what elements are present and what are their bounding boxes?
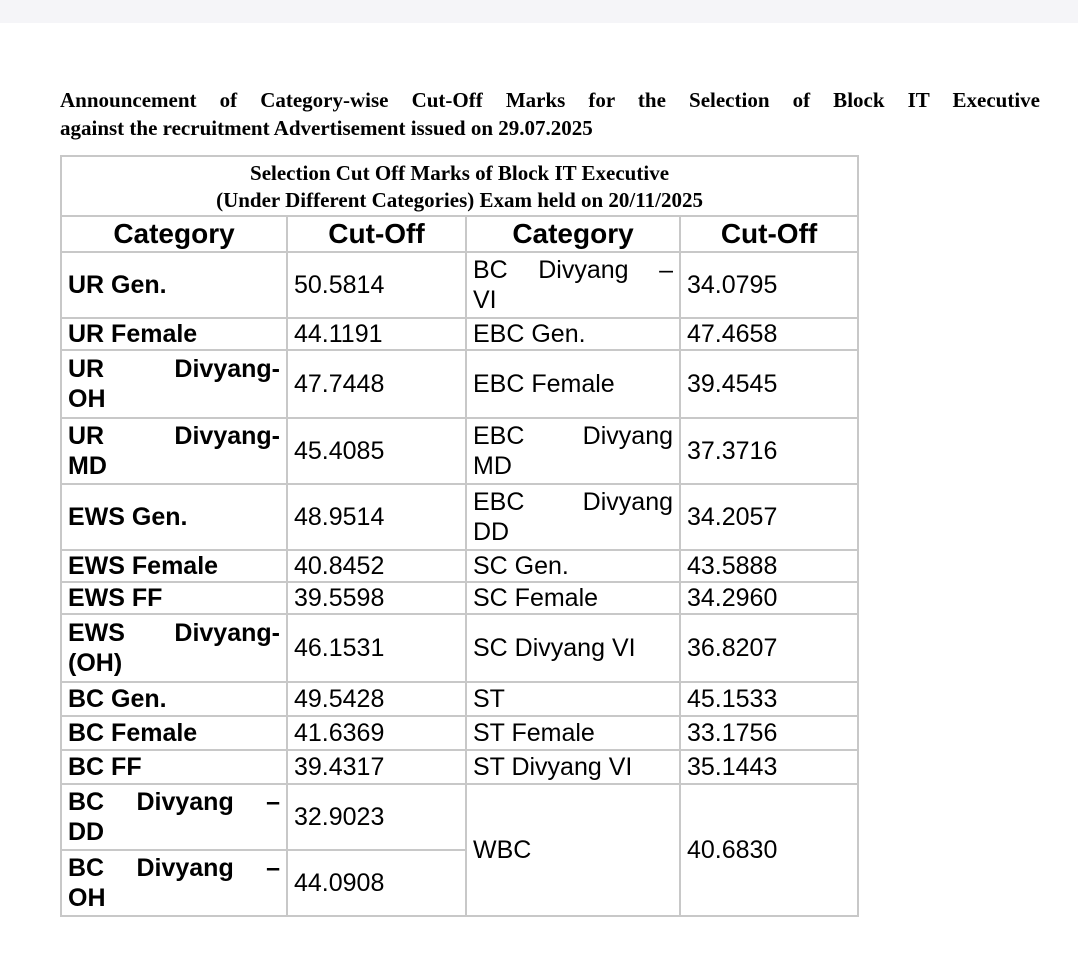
category-cell-left-line: OH [68,385,106,413]
category-cell-right-line: BC Divyang – [473,256,673,284]
category-cell-left: EWS Female [61,550,287,582]
category-cell-right: ST Female [466,716,680,750]
category-cell-left: BC Gen. [61,682,287,716]
category-cell-left-line: BC Divyang – [68,854,280,882]
table-row [61,484,858,550]
category-cell-left-line: EWS Divyang- [68,619,280,647]
table-row [61,750,858,784]
category-cell-left: UR Female [61,318,287,350]
cutoff-cell-right: 40.6830 [680,784,858,916]
category-cell-left [61,350,287,418]
category-cell-left-line: UR Divyang- [68,422,280,450]
category-cell-right-line: MD [473,452,512,480]
category-cell-left-line: (OH) [68,649,123,677]
table-caption [61,156,858,216]
cutoff-cell-left: 44.1191 [287,318,466,350]
category-cell-right-line: EBC Divyang [473,422,673,450]
cutoff-cell-left: 39.4317 [287,750,466,784]
category-cell-left [61,418,287,484]
category-cell-left-line: BC Divyang – [68,788,280,816]
cutoff-cell-right: 45.1533 [680,682,858,716]
header-category-left: Category [61,216,287,252]
category-cell-right-line: DD [473,518,510,546]
cutoff-cell-right: 36.8207 [680,614,858,682]
cutoff-cell-left: 32.9023 [287,784,466,850]
category-cell-left [61,784,287,850]
table-row [61,418,858,484]
category-cell-left: EWS FF [61,582,287,614]
caption-row [61,156,858,216]
category-cell-left: UR Gen. [61,252,287,318]
cutoff-cell-left: 48.9514 [287,484,466,550]
header-cutoff-right: Cut-Off [680,216,858,252]
header-cutoff-left: Cut-Off [287,216,466,252]
heading-line-2: against the recruitment Advertisement issued on 29.07.2025 [60,116,593,140]
category-cell-right: WBC [466,784,680,916]
category-cell-right-line: EBC Divyang [473,488,673,516]
table-row [61,550,858,582]
category-cell-right [466,252,680,318]
category-cell-right: ST Divyang VI [466,750,680,784]
category-cell-left-line: UR Divyang- [68,355,280,383]
table-row [61,716,858,750]
cutoff-cell-left: 41.6369 [287,716,466,750]
table-row [61,350,858,418]
cutoff-cell-left: 39.5598 [287,582,466,614]
category-cell-left-line: OH [68,884,106,912]
category-cell-left-line: DD [68,818,105,846]
cutoff-cell-left: 44.0908 [287,850,466,916]
category-cell-left [61,614,287,682]
table-row [61,682,858,716]
category-cell-right-line: VI [473,286,497,314]
cutoff-cell-left: 40.8452 [287,550,466,582]
category-cell-right: EBC Gen. [466,318,680,350]
category-cell-right [466,418,680,484]
cutoff-cell-right: 34.2960 [680,582,858,614]
category-cell-left: BC Female [61,716,287,750]
cutoff-cell-right: 39.4545 [680,350,858,418]
cutoff-cell-left: 46.1531 [287,614,466,682]
cutoff-cell-right: 43.5888 [680,550,858,582]
cutoff-cell-left: 47.7448 [287,350,466,418]
cutoff-cell-left: 50.5814 [287,252,466,318]
category-cell-right [466,484,680,550]
category-cell-left [61,850,287,916]
table-row [61,784,858,850]
header-row [61,216,858,252]
category-cell-right: SC Female [466,582,680,614]
cutoff-cell-left: 49.5428 [287,682,466,716]
announcement-heading [60,86,1040,142]
category-cell-left-line: MD [68,452,107,480]
category-cell-right: SC Divyang VI [466,614,680,682]
table-row [61,614,858,682]
category-cell-right: SC Gen. [466,550,680,582]
heading-line-1: Announcement of Category-wise Cut-Off Marks for the Selection of Block IT Executive [60,88,1040,112]
table-body [61,252,858,916]
cutoff-cell-left: 45.4085 [287,418,466,484]
cutoff-cell-right: 34.0795 [680,252,858,318]
top-bar [0,0,1078,23]
category-cell-left: BC FF [61,750,287,784]
cutoff-cell-right: 34.2057 [680,484,858,550]
cutoff-cell-right: 37.3716 [680,418,858,484]
cutoff-cell-right: 33.1756 [680,716,858,750]
table-row [61,318,858,350]
category-cell-right: EBC Female [466,350,680,418]
caption-line-1: Selection Cut Off Marks of Block IT Executive [250,161,670,185]
cutoff-table [60,155,859,917]
category-cell-left: EWS Gen. [61,484,287,550]
category-cell-right: ST [466,682,680,716]
cutoff-cell-right: 47.4658 [680,318,858,350]
table-row [61,582,858,614]
table-row [61,252,858,318]
cutoff-cell-right: 35.1443 [680,750,858,784]
header-category-right: Category [466,216,680,252]
caption-line-2: (Under Different Categories) Exam held on 20/11/2025 [216,188,703,212]
